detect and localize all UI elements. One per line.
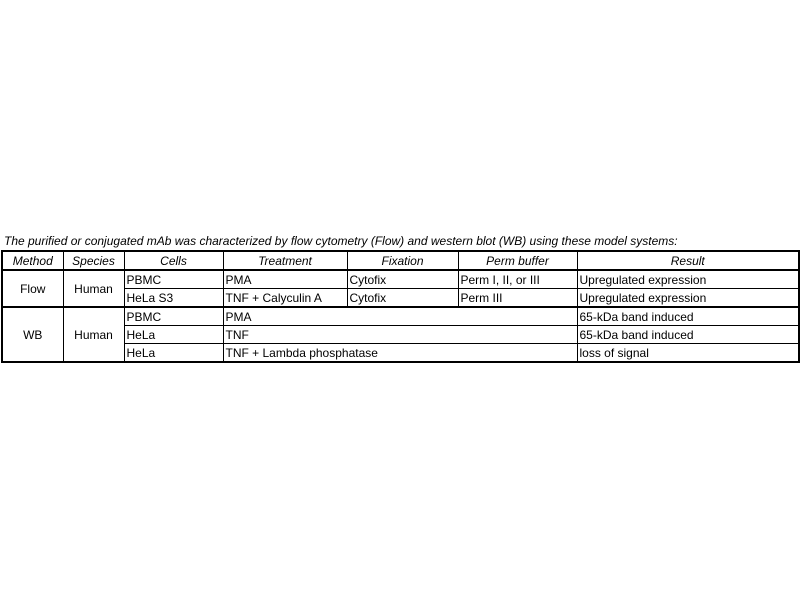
table-row xyxy=(2,307,799,326)
perm-buffer-cell: Perm III xyxy=(458,289,577,308)
header-method: Method xyxy=(2,251,63,270)
header-cells: Cells xyxy=(124,251,223,270)
result-cell: Upregulated expression xyxy=(577,270,799,289)
model-systems-table xyxy=(1,250,800,363)
header-result: Result xyxy=(577,251,799,270)
treatment-cell: TNF + Lambda phosphatase xyxy=(223,344,577,363)
header-perm-buffer: Perm buffer xyxy=(458,251,577,270)
cells-cell: HeLa S3 xyxy=(124,289,223,308)
cells-cell: PBMC xyxy=(124,307,223,326)
result-cell: Upregulated expression xyxy=(577,289,799,308)
header-fixation: Fixation xyxy=(347,251,458,270)
fixation-cell: Cytofix xyxy=(347,289,458,308)
header-treatment: Treatment xyxy=(223,251,347,270)
header-row xyxy=(2,251,799,270)
treatment-cell: PMA xyxy=(223,307,577,326)
cells-cell: HeLa xyxy=(124,344,223,363)
header-species: Species xyxy=(63,251,124,270)
result-cell: 65-kDa band induced xyxy=(577,326,799,344)
treatment-cell: PMA xyxy=(223,270,347,289)
flow-species-cell: Human xyxy=(63,270,124,307)
treatment-cell: TNF xyxy=(223,326,577,344)
wb-species-cell: Human xyxy=(63,307,124,362)
treatment-cell: TNF + Calyculin A xyxy=(223,289,347,308)
result-cell: 65-kDa band induced xyxy=(577,307,799,326)
flow-method-cell: Flow xyxy=(2,270,63,307)
wb-method-cell: WB xyxy=(2,307,63,362)
result-cell: loss of signal xyxy=(577,344,799,363)
table-row xyxy=(2,270,799,289)
fixation-cell: Cytofix xyxy=(347,270,458,289)
perm-buffer-cell: Perm I, II, or III xyxy=(458,270,577,289)
cells-cell: PBMC xyxy=(124,270,223,289)
cells-cell: HeLa xyxy=(124,326,223,344)
table-caption: The purified or conjugated mAb was characterized by flow cytometry (Flow) and western blot (WB) using these model systems: xyxy=(4,234,678,248)
